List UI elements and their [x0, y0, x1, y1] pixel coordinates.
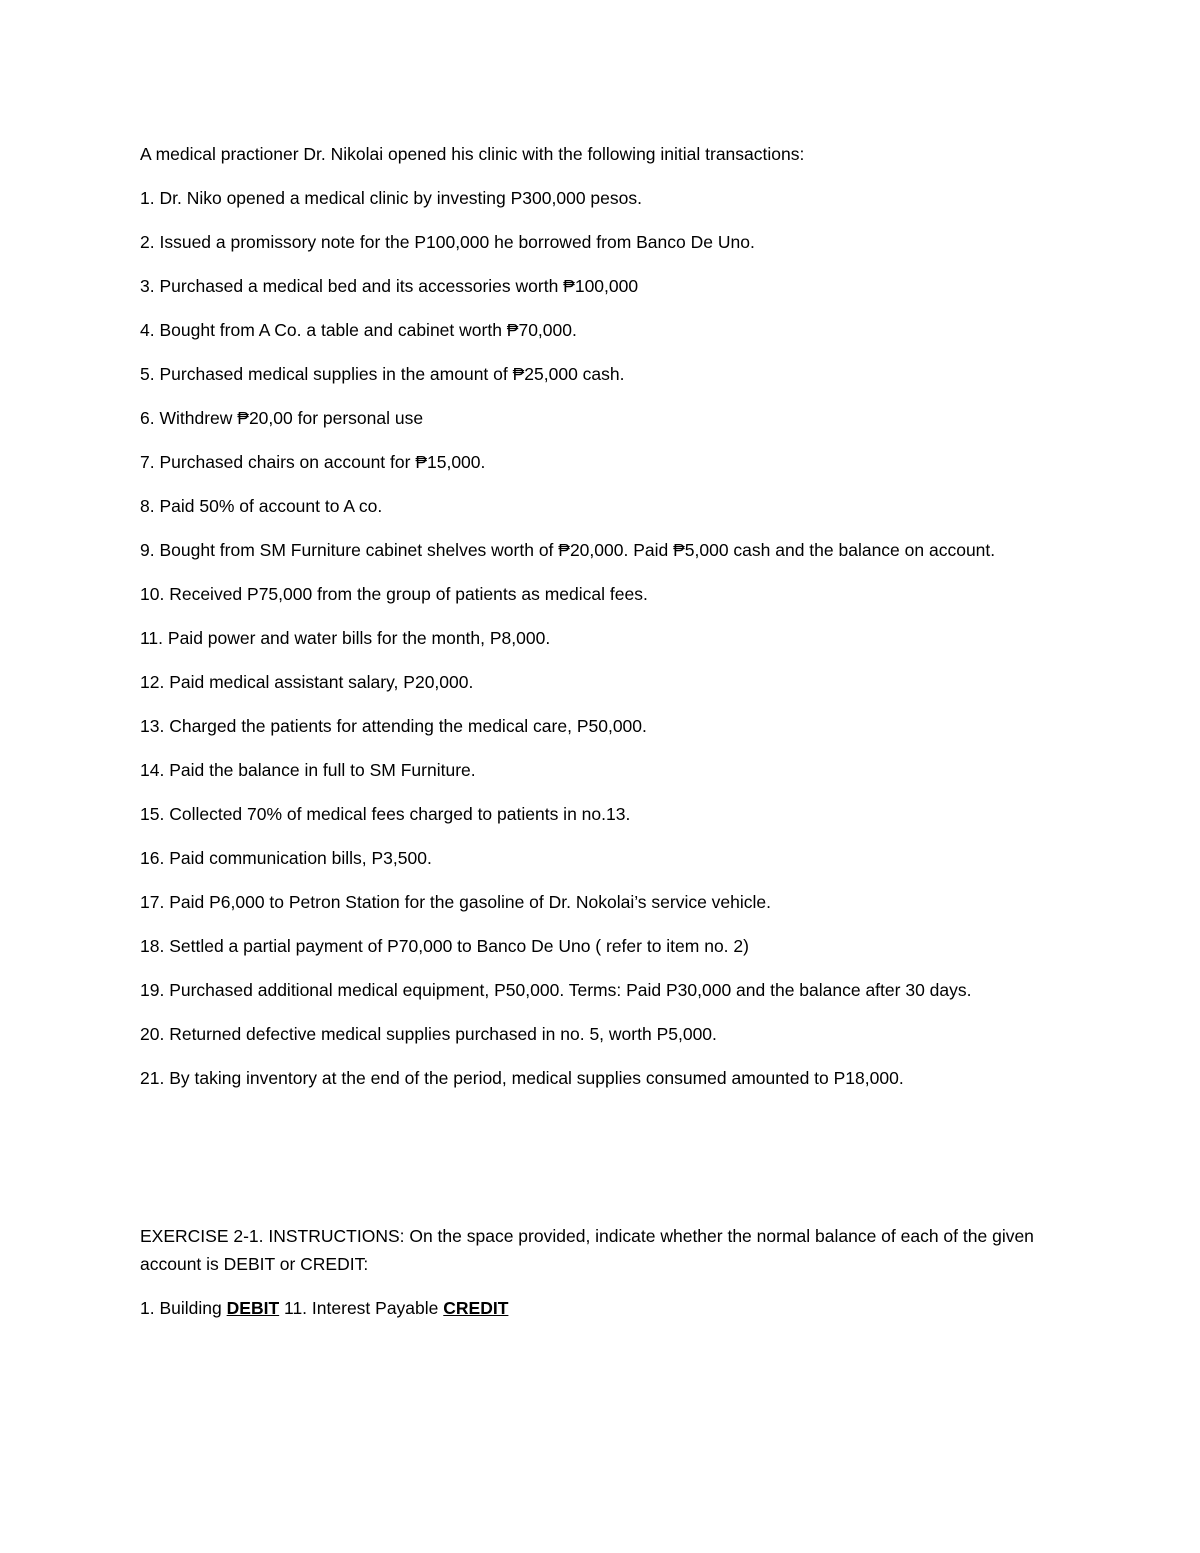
transaction-number: 3.: [140, 276, 155, 296]
exercise-account-name: Interest Payable: [311, 1298, 439, 1318]
transaction-text: By taking inventory at the end of the period, medical supplies consumed amounted to P18,000.: [169, 1068, 904, 1088]
transaction-text: Purchased chairs on account for ₱15,000.: [159, 452, 486, 472]
transaction-text: Dr. Niko opened a medical clinic by investing P300,000 pesos.: [159, 188, 642, 208]
transaction-item: [140, 668, 1060, 696]
transaction-item: [140, 800, 1060, 828]
transaction-number: 13.: [140, 716, 165, 736]
transaction-item: [140, 360, 1060, 388]
transaction-text: Purchased a medical bed and its accessories worth ₱100,000: [159, 276, 639, 296]
transaction-text: Paid P6,000 to Petron Station for the gasoline of Dr. Nokolai’s service vehicle.: [169, 892, 772, 912]
transaction-item: [140, 448, 1060, 476]
transaction-item: [140, 1064, 1060, 1092]
transaction-list: [140, 184, 1060, 1092]
transaction-number: 21.: [140, 1068, 165, 1088]
section-spacer: [140, 1108, 1060, 1222]
transaction-text: Withdrew ₱20,00 for personal use: [159, 408, 424, 428]
transaction-item: [140, 184, 1060, 212]
transaction-item: [140, 976, 1060, 1004]
transaction-item: [140, 228, 1060, 256]
exercise-account-name: Building: [159, 1298, 222, 1318]
transaction-text: Paid power and water bills for the month, P8,000.: [167, 628, 551, 648]
exercise-item-number: 11.: [284, 1298, 308, 1318]
transaction-number: 15.: [140, 804, 165, 824]
transaction-number: 18.: [140, 936, 165, 956]
transaction-number: 1.: [140, 188, 155, 208]
transaction-number: 14.: [140, 760, 165, 780]
transaction-item: [140, 844, 1060, 872]
exercise-answer: CREDIT: [443, 1298, 509, 1318]
transaction-number: 6.: [140, 408, 155, 428]
transaction-item: [140, 492, 1060, 520]
transaction-text: Collected 70% of medical fees charged to patients in no.13.: [169, 804, 631, 824]
transaction-item: [140, 580, 1060, 608]
intro-paragraph: A medical practioner Dr. Nikolai opened his clinic with the following initial transactions:: [140, 144, 805, 164]
transaction-text: Returned defective medical supplies purchased in no. 5, worth P5,000.: [169, 1024, 717, 1044]
transaction-item: [140, 272, 1060, 300]
exercise-instructions: EXERCISE 2-1. INSTRUCTIONS: On the space provided, indicate whether the normal balance of each of the given account is DEBIT or CREDIT:: [140, 1226, 1034, 1274]
transaction-number: 17.: [140, 892, 165, 912]
transaction-item: [140, 712, 1060, 740]
transaction-text: Paid communication bills, P3,500.: [169, 848, 432, 868]
transaction-text: Purchased additional medical equipment, P50,000. Terms: Paid P30,000 and the balance after 30 days.: [169, 980, 972, 1000]
transaction-text: Paid medical assistant salary, P20,000.: [169, 672, 474, 692]
transaction-text: Bought from A Co. a table and cabinet worth ₱70,000.: [159, 320, 577, 340]
transaction-text: Issued a promissory note for the P100,000 he borrowed from Banco De Uno.: [159, 232, 755, 252]
transaction-number: 16.: [140, 848, 165, 868]
transaction-number: 8.: [140, 496, 155, 516]
transaction-text: Settled a partial payment of P70,000 to Banco De Uno ( refer to item no. 2): [169, 936, 749, 956]
transaction-text: Bought from SM Furniture cabinet shelves worth of ₱20,000. Paid ₱5,000 cash and the balance on account.: [159, 540, 996, 560]
transaction-number: 20.: [140, 1024, 165, 1044]
transaction-item: [140, 756, 1060, 784]
transaction-text: Charged the patients for attending the medical care, P50,000.: [169, 716, 647, 736]
transaction-number: 19.: [140, 980, 165, 1000]
transaction-text: Paid the balance in full to SM Furniture.: [169, 760, 476, 780]
transaction-item: [140, 404, 1060, 432]
transaction-item: [140, 1020, 1060, 1048]
transaction-number: 10.: [140, 584, 165, 604]
transaction-item: [140, 624, 1060, 652]
transaction-text: Purchased medical supplies in the amount of ₱25,000 cash.: [159, 364, 625, 384]
exercise-answer: DEBIT: [226, 1298, 280, 1318]
exercise-item-number: 1.: [140, 1298, 155, 1318]
transaction-number: 12.: [140, 672, 165, 692]
transaction-number: 5.: [140, 364, 155, 384]
document-page: [140, 140, 1060, 1338]
transaction-number: 9.: [140, 540, 155, 560]
transaction-number: 4.: [140, 320, 155, 340]
transaction-item: [140, 536, 1060, 564]
transaction-number: 2.: [140, 232, 155, 252]
transaction-text: Received P75,000 from the group of patients as medical fees.: [169, 584, 648, 604]
transaction-item: [140, 888, 1060, 916]
exercise-row: [140, 1294, 1060, 1322]
transaction-number: 11.: [140, 628, 164, 648]
transaction-item: [140, 932, 1060, 960]
transaction-text: Paid 50% of account to A co.: [159, 496, 383, 516]
transaction-number: 7.: [140, 452, 155, 472]
transaction-item: [140, 316, 1060, 344]
